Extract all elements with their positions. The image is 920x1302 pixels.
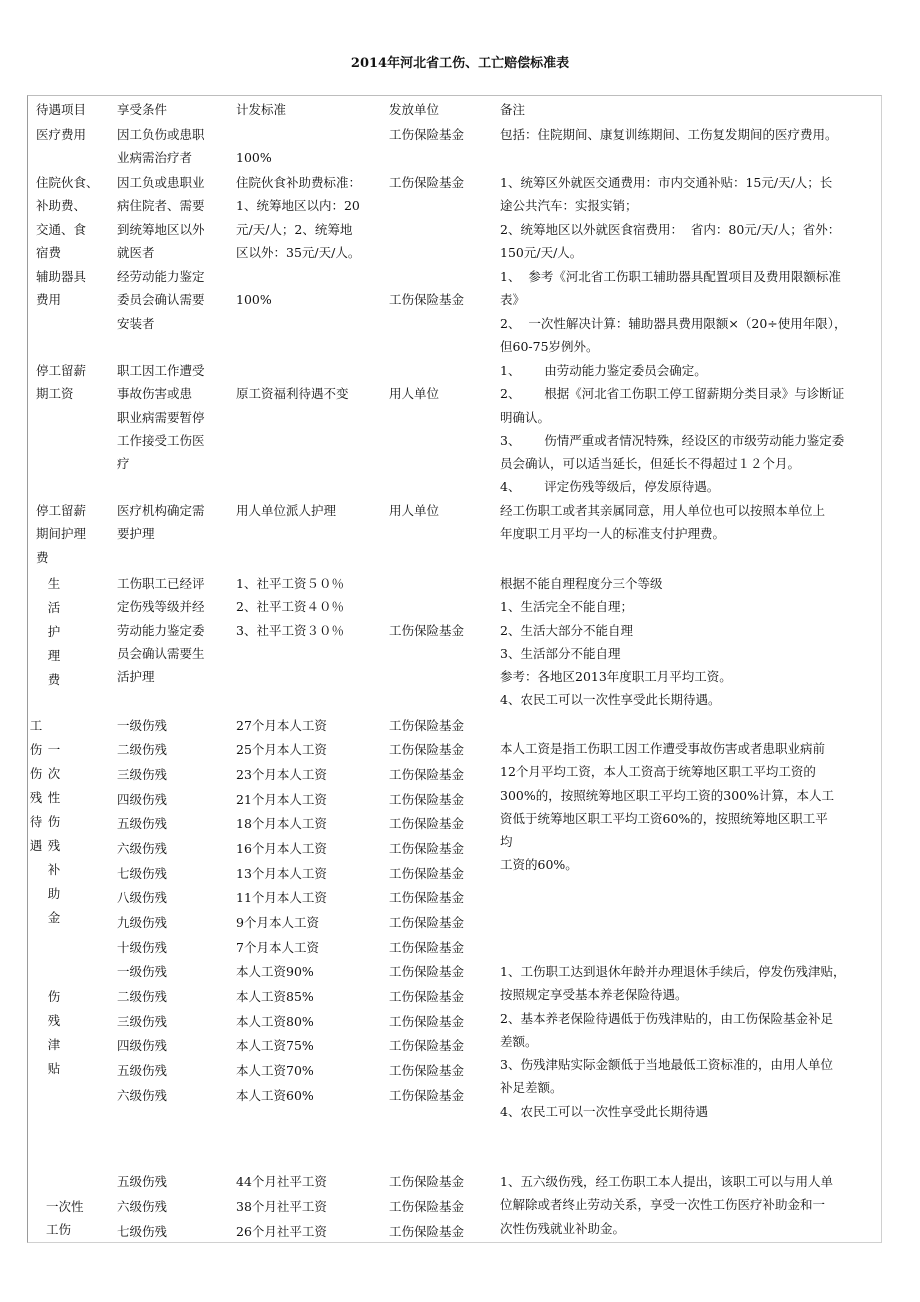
medical-standard: 100% (236, 150, 272, 165)
unit-cell: 工伤保险基金 (389, 940, 465, 955)
hospital-unit: 工伤保险基金 (389, 175, 465, 190)
disability-char: 遇 (29, 838, 43, 853)
standard-cell: 本人工资60% (236, 1088, 314, 1103)
allowance-char: 津 (47, 1037, 61, 1052)
standard-cell: 38个月社平工资 (236, 1199, 327, 1214)
unit-cell: 工伤保险基金 (389, 866, 465, 881)
grade-cell: 二级伤残 (117, 742, 168, 757)
lump-char: 性 (47, 790, 61, 805)
standard-cell: 44个月社平工资 (236, 1174, 327, 1189)
standard-cell: 26个月社平工资 (236, 1224, 327, 1239)
standard-cell: 25个月本人工资 (236, 742, 327, 757)
hospital-condition: 因工负或患职业 病住院者、需要 到统筹地区以外 就医者 (117, 175, 205, 260)
unit-cell: 工伤保险基金 (389, 915, 465, 930)
grade-cell: 六级伤残 (117, 1199, 168, 1214)
medical-note: 包括：住院期间、康复训练期间、工伤复发期间的医疗费用。 (500, 127, 838, 142)
grade-cell: 一级伤残 (117, 718, 168, 733)
header-standard: 计发标准 (236, 102, 287, 117)
life-care-char: 生 (47, 576, 61, 591)
grade-cell: 四级伤残 (117, 1038, 168, 1053)
standard-cell: 本人工资70% (236, 1063, 314, 1078)
unit-cell: 工伤保险基金 (389, 989, 465, 1004)
unit-cell: 工伤保险基金 (389, 742, 465, 757)
standard-cell: 本人工资90% (236, 964, 314, 979)
grade-cell: 五级伤残 (117, 816, 168, 831)
disability-char: 残 (29, 790, 43, 805)
onetime-label: 一次性 工伤 (46, 1199, 84, 1238)
lump-sum-note: 本人工资是指工伤职工因工作遭受事故伤害或者患职业病前 12个月平均工资，本人工资高于统筹地区职工平均工资的 300%的，按照统筹地区职工平均工资的300%计算，本人工 资低于统筹地区职工平均工资60%的，按照统筹地区职工平 均 工资的60%。 (500, 741, 834, 873)
unit-cell: 工伤保险基金 (389, 1014, 465, 1029)
header-condition: 享受条件 (117, 102, 168, 117)
lump-char: 次 (47, 766, 61, 781)
unit-cell: 工伤保险基金 (389, 1088, 465, 1103)
unit-cell: 工伤保险基金 (389, 1199, 465, 1214)
unit-cell: 工伤保险基金 (389, 1038, 465, 1053)
unit-cell: 工伤保险基金 (389, 816, 465, 831)
aids-item: 辅助器具 费用 (36, 269, 87, 308)
grade-cell: 七级伤残 (117, 866, 168, 881)
life-care-note: 根据不能自理程度分三个等级 1、生活完全不能自理； 2、生活大部分不能自理 3、生活部分不能自理 参考：各地区2013年度职工月平均工资。 4、农民工可以一次性享受此长期待遇。 (500, 576, 732, 708)
hospital-note: 1、统筹区外就医交通费用：市内交通补贴：15元/天/人；长 途公共汽车：实报实销； 2、统筹地区以外就医食宿费用： 省内：80元/天/人；省外： 150元/天/人。 (500, 175, 841, 260)
unit-cell: 工伤保险基金 (389, 718, 465, 733)
lump-char: 一 (47, 742, 61, 757)
standard-cell: 本人工资80% (236, 1014, 314, 1029)
leave-standard: 原工资福利待遇不变 (236, 386, 349, 401)
lump-char: 补 (47, 862, 61, 877)
leave-care-condition: 医疗机构确定需 要护理 (117, 503, 205, 542)
medical-item: 医疗费用 (36, 127, 87, 142)
hospital-item: 住院伙食、 补助费、 交通、食 宿费 (36, 175, 99, 260)
allowance-char: 残 (47, 1013, 61, 1028)
disability-char: 工 (29, 718, 43, 733)
grade-cell: 五级伤残 (117, 1174, 168, 1189)
grade-cell: 六级伤残 (117, 841, 168, 856)
standard-cell: 23个月本人工资 (236, 767, 327, 782)
unit-cell: 工伤保险基金 (389, 890, 465, 905)
grade-cell: 八级伤残 (117, 890, 168, 905)
grade-cell: 九级伤残 (117, 915, 168, 930)
standard-cell: 9个月本人工资 (236, 915, 319, 930)
standard-cell: 7个月本人工资 (236, 940, 319, 955)
life-care-char: 护 (47, 624, 61, 639)
aids-note: 1、 参考《河北省工伤职工辅助器具配置项目及费用限额标准 表》 2、 一次性解决计算：辅助器具费用限额×（20÷使用年限）， 但60-75岁例外。 (500, 269, 847, 354)
grade-cell: 五级伤残 (117, 1063, 168, 1078)
grade-cell: 一级伤残 (117, 964, 168, 979)
page-title: 2014年河北省工伤、工亡赔偿标准表 (350, 56, 570, 71)
standard-cell: 11个月本人工资 (236, 890, 327, 905)
header-unit: 发放单位 (389, 102, 440, 117)
grade-cell: 十级伤残 (117, 940, 168, 955)
leave-care-item: 停工留薪 期间护理 费 (36, 503, 87, 565)
leave-care-standard: 用人单位派人护理 (236, 503, 337, 518)
grade-cell: 六级伤残 (117, 1088, 168, 1103)
leave-item: 停工留薪 期工资 (36, 363, 87, 402)
leave-unit: 用人单位 (389, 386, 440, 401)
leave-condition: 职工因工作遭受 事故伤害或患 职业病需要暂停 工作接受工伤医 疗 (117, 363, 205, 472)
disability-char: 伤 (29, 742, 43, 757)
aids-standard: 100% (236, 292, 272, 307)
lump-char: 残 (47, 838, 61, 853)
life-care-char: 费 (47, 672, 61, 687)
leave-care-note: 经工伤职工或者其亲属同意，用人单位也可以按照本单位上 年度职工月平均一人的标准支付护理费。 (500, 503, 826, 542)
grade-cell: 三级伤残 (117, 1014, 168, 1029)
unit-cell: 工伤保险基金 (389, 1063, 465, 1078)
lump-char: 金 (47, 910, 61, 925)
unit-cell: 工伤保险基金 (389, 964, 465, 979)
life-care-char: 活 (47, 600, 61, 615)
lump-char: 伤 (47, 814, 61, 829)
allowance-char: 贴 (47, 1061, 61, 1076)
grade-cell: 四级伤残 (117, 792, 168, 807)
allowance-char: 伤 (47, 989, 61, 1004)
unit-cell: 工伤保险基金 (389, 792, 465, 807)
unit-cell: 工伤保险基金 (389, 767, 465, 782)
lump-char: 助 (47, 886, 61, 901)
standard-cell: 13个月本人工资 (236, 866, 327, 881)
hospital-standard: 住院伙食补助费标准： 1、统筹地区以内：20 元/天/人；2、统筹地 区以外：35元/天/人。 (236, 175, 362, 260)
standard-cell: 18个月本人工资 (236, 816, 327, 831)
grade-cell: 七级伤残 (117, 1224, 168, 1239)
unit-cell: 工伤保险基金 (389, 1224, 465, 1239)
grade-cell: 二级伤残 (117, 989, 168, 1004)
standard-cell: 16个月本人工资 (236, 841, 327, 856)
standard-cell: 本人工资75% (236, 1038, 314, 1053)
standard-cell: 21个月本人工资 (236, 792, 327, 807)
onetime-note: 1、五六级伤残，经工伤职工本人提出，该职工可以与用人单 位解除或者终止劳动关系，享受一次性工伤医疗补助金和一 次性伤残就业补助金。 (500, 1174, 833, 1236)
header-item: 待遇项目 (36, 102, 87, 117)
unit-cell: 工伤保险基金 (389, 841, 465, 856)
aids-unit: 工伤保险基金 (389, 292, 465, 307)
standard-cell: 27个月本人工资 (236, 718, 327, 733)
leave-care-unit: 用人单位 (389, 503, 440, 518)
unit-cell: 工伤保险基金 (389, 1174, 465, 1189)
standard-cell: 本人工资85% (236, 989, 314, 1004)
allowance-note: 1、工伤职工达到退休年龄并办理退休手续后，停发伤残津贴， 按照规定享受基本养老保险待遇。 2、基本养老保险待遇低于伤残津贴的，由工伤保险基金补足 差额。 3、伤残津贴实际金额低于当地最低工资标准的，由用人单位 补足差额。 4、农民工可以一次性享受此长期待遇 (500, 964, 846, 1119)
medical-unit: 工伤保险基金 (389, 127, 465, 142)
life-care-char: 理 (47, 648, 61, 663)
disability-char: 待 (29, 814, 43, 829)
life-care-condition: 工伤职工已经评 定伤残等级并经 劳动能力鉴定委 员会确认需要生 活护理 (117, 576, 205, 685)
aids-condition: 经劳动能力鉴定 委员会确认需要 安装者 (117, 269, 205, 331)
grade-cell: 三级伤残 (117, 767, 168, 782)
life-care-standard: 1、社平工资５０％ 2、社平工资４０％ 3、社平工资３０％ (236, 576, 344, 638)
disability-char: 伤 (29, 766, 43, 781)
medical-condition: 因工负伤或患职 业病需治疗者 (117, 127, 205, 166)
leave-note: 1、 由劳动能力鉴定委员会确定。 2、 根据《河北省工伤职工停工留薪期分类目录》与诊断证 明确认。 3、 伤情严重或者情况特殊，经设区的市级劳动能力鉴定委 员会确认，可以适当延长，但延长不得超过１２个月。 4、 评定伤残等级后，停发原待遇。 (500, 363, 845, 495)
header-note: 备注 (500, 102, 526, 117)
life-care-unit: 工伤保险基金 (389, 623, 465, 638)
